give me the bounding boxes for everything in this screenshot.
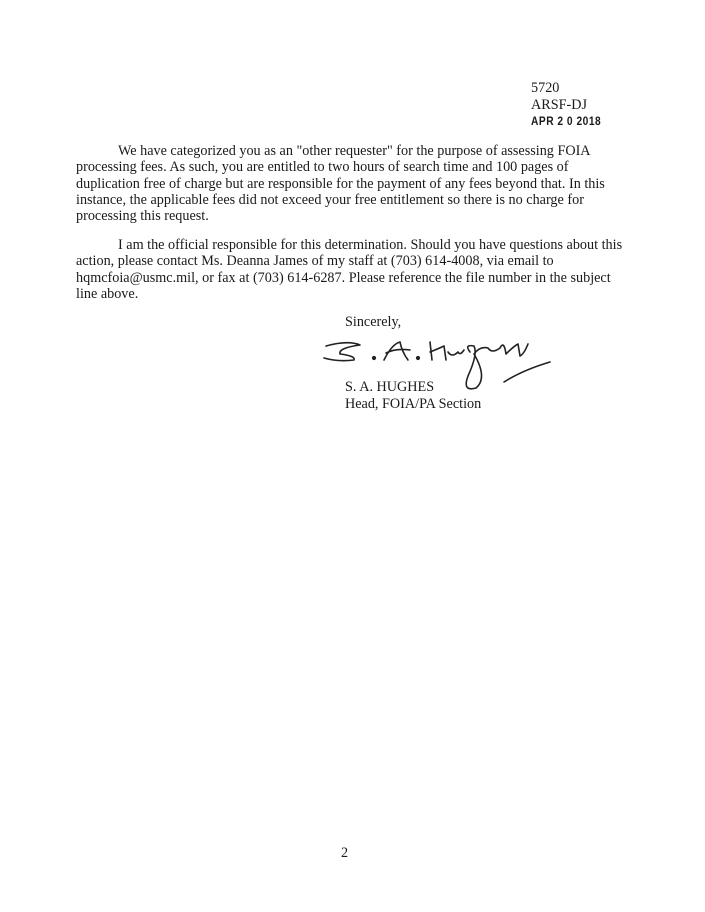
- text-line: instance, the applicable fees did not exceed your free entitlement so there is no charge for: [76, 191, 584, 208]
- text-line: processing fees. As such, you are entitled to two hours of search time and 100 pages of: [76, 159, 569, 176]
- salutation: Sincerely,: [345, 314, 402, 330]
- office-code: ARSF-DJ: [531, 97, 587, 113]
- text-line: We have categorized you as an "other requester" for the purpose of assessing FOIA: [118, 143, 591, 159]
- date-stamp: APR 2 0 2018: [531, 114, 602, 128]
- signer-name: S. A. HUGHES: [345, 379, 435, 395]
- file-number: 5720: [531, 80, 560, 96]
- text-line: line above.: [76, 285, 139, 302]
- text-line: duplication free of charge but are responsible for the payment of any fees beyond that. In this: [76, 175, 605, 192]
- paragraph-fees: [76, 143, 605, 224]
- text-line: I am the official responsible for this determination. Should you have questions about this: [118, 237, 623, 253]
- page-number: 2: [341, 845, 349, 861]
- signer-title: Head, FOIA/PA Section: [345, 396, 482, 412]
- text-line: processing this request.: [76, 208, 209, 225]
- paragraph-contact: [76, 237, 622, 302]
- text-line: hqmcfoia@usmc.mil, or fax at (703) 614-6287. Please reference the file number in the subject: [76, 269, 611, 286]
- text-line: action, please contact Ms. Deanna James of my staff at (703) 614-4008, via email to: [76, 253, 554, 270]
